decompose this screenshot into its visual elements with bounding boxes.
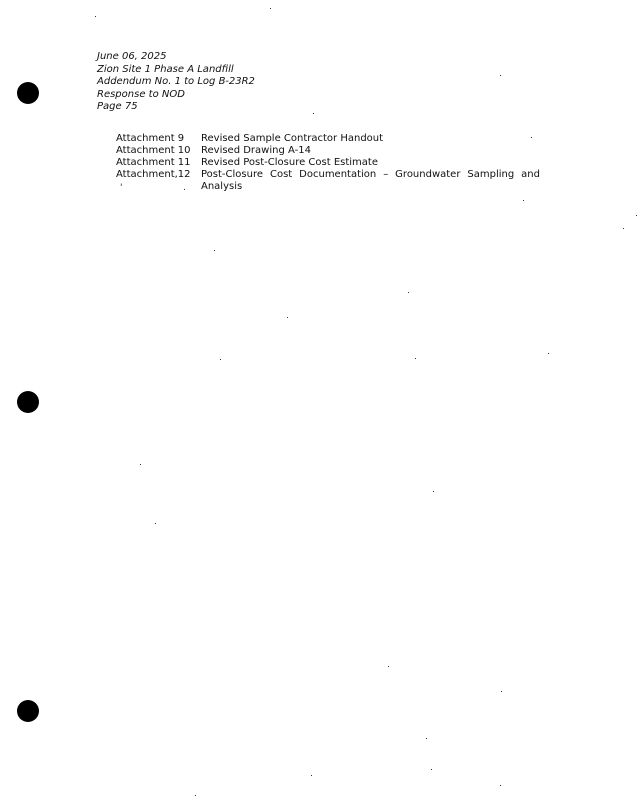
- attachment-label: Attachment,12: [116, 169, 191, 180]
- attachment-description: Post-Closure Cost Documentation – Groundwater Sampling and Analysis: [201, 169, 540, 192]
- scan-speck: [220, 359, 221, 360]
- scan-speck: [195, 795, 196, 796]
- punch-hole-bottom: [17, 700, 39, 722]
- attachment-row: [116, 145, 540, 157]
- scan-speck: [433, 491, 434, 492]
- scan-speck: [95, 16, 96, 17]
- attachment-label: Attachment 9: [116, 133, 185, 144]
- document-header: [97, 51, 255, 114]
- punch-hole-middle: [17, 391, 39, 413]
- scan-speck: [531, 137, 532, 138]
- header-site: Zion Site 1 Phase A Landfill: [97, 63, 234, 75]
- scan-speck: [408, 292, 409, 293]
- scan-speck: [313, 113, 314, 114]
- attachment-row: [116, 133, 540, 145]
- scan-speck: [155, 523, 156, 524]
- attachment-label: Attachment 11: [116, 157, 191, 168]
- attachment-description: Revised Sample Contractor Handout: [201, 133, 384, 144]
- scan-speck: [415, 358, 416, 359]
- scan-mark: .: [183, 183, 186, 193]
- attachment-description: Revised Drawing A-14: [201, 145, 311, 156]
- scan-speck: [388, 666, 389, 667]
- attachment-list: [116, 133, 540, 193]
- scan-speck: [636, 215, 637, 216]
- scan-speck: [270, 8, 271, 9]
- scan-speck: [500, 75, 501, 76]
- header-date: June 06, 2025: [97, 51, 167, 62]
- scan-speck: [214, 250, 215, 251]
- attachment-label: Attachment 10: [116, 145, 191, 156]
- attachment-row: [116, 169, 540, 193]
- attachment-description: Revised Post-Closure Cost Estimate: [201, 157, 378, 168]
- scan-mark: ': [120, 183, 123, 193]
- header-page-number: Page 75: [97, 101, 138, 112]
- scan-speck: [311, 775, 312, 776]
- scan-speck: [140, 464, 141, 465]
- scan-speck: [623, 228, 624, 229]
- scan-speck: [431, 769, 432, 770]
- punch-hole-top: [17, 82, 39, 104]
- scan-speck: [523, 200, 524, 201]
- scan-speck: [548, 353, 549, 354]
- scan-speck: [501, 691, 502, 692]
- scan-speck: [500, 785, 501, 786]
- header-addendum: Addendum No. 1 to Log B-23R2: [97, 76, 255, 87]
- scan-speck: [287, 317, 288, 318]
- header-response: Response to NOD: [97, 88, 185, 100]
- attachment-row: [116, 157, 540, 169]
- scan-speck: [426, 738, 427, 739]
